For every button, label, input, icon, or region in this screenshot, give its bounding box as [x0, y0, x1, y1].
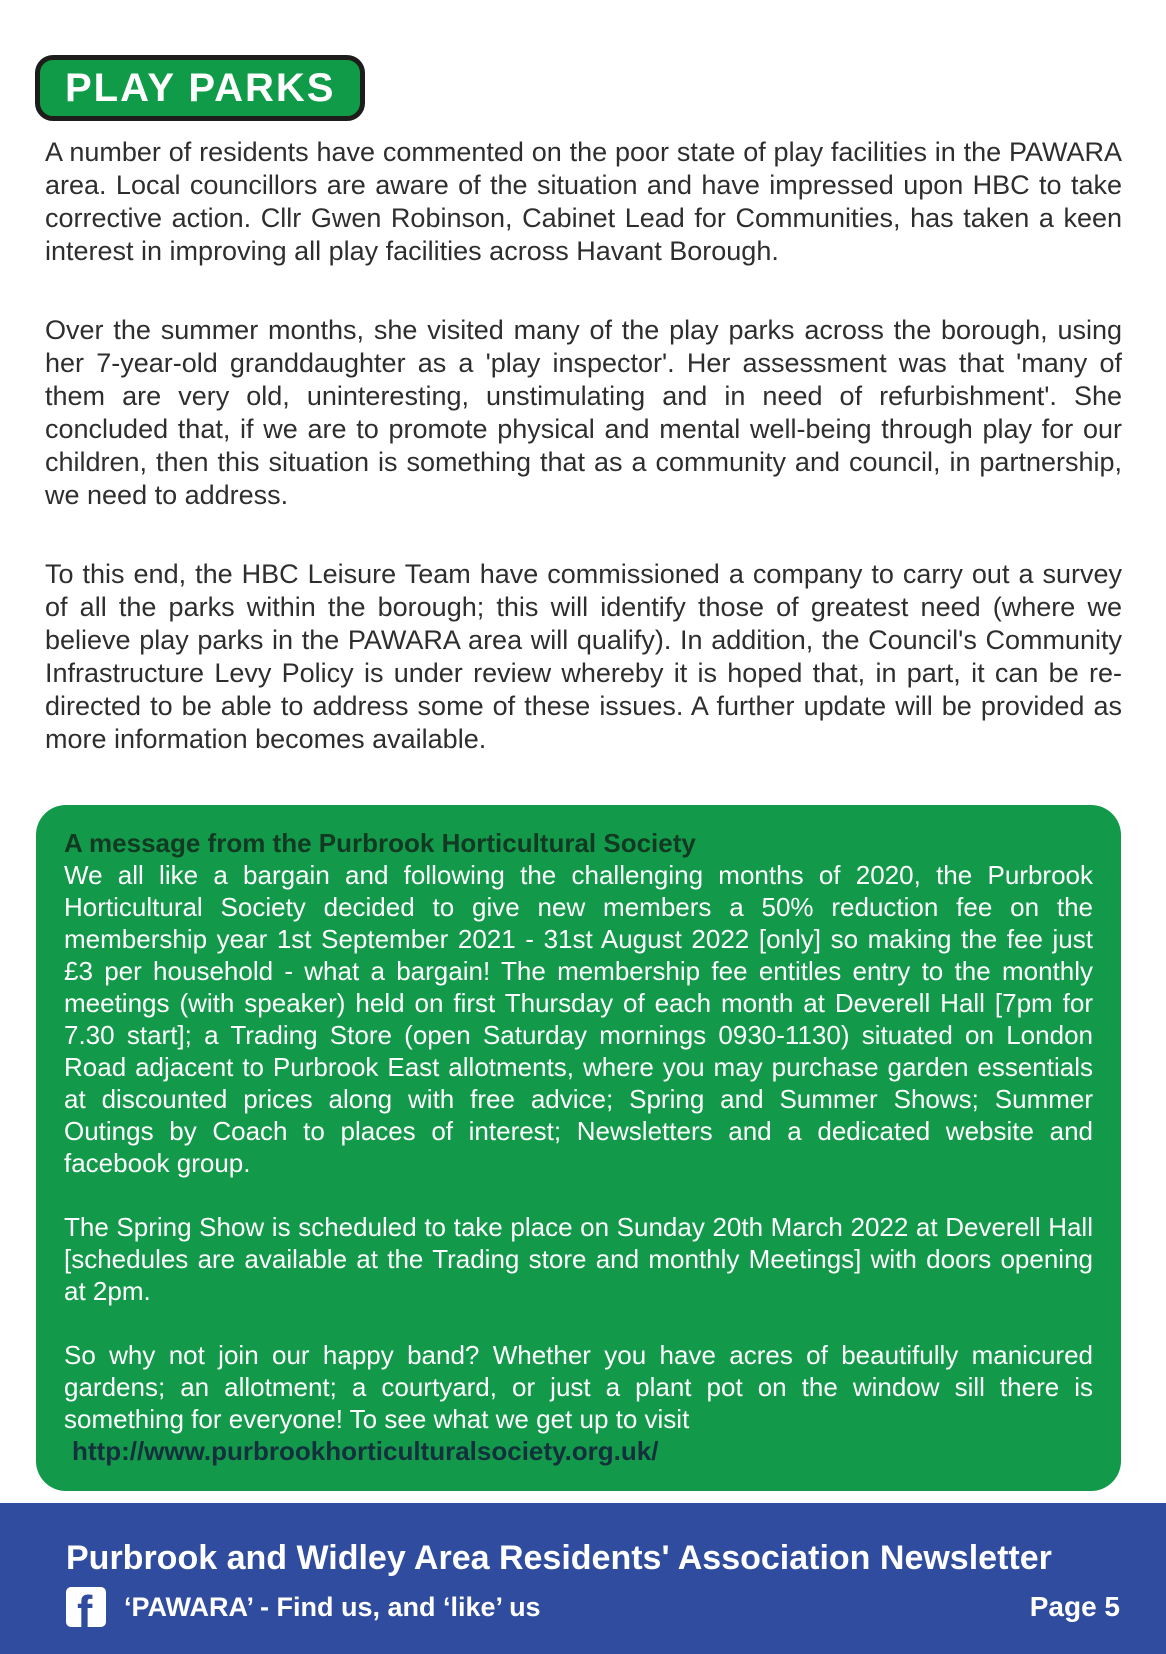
- article-paragraph-2: Over the summer months, she visited many of the play parks across the borough, using her 7-year-old granddaughter as a 'play inspector'. Her assessment was that 'many of them are very old, uninteresting, unstimulating and in need of refurbishment'. She concluded that, if we are to promote physical and mental well-being through play for our children, then this situation is something that as a community and council, in partnership, we need to address.: [45, 315, 1122, 510]
- horticultural-society-box: [36, 805, 1121, 1491]
- society-paragraph-2: The Spring Show is scheduled to take place on Sunday 20th March 2022 at Deverell Hall [schedules are available at the Trading store and monthly Meetings] with doors opening at 2pm.: [64, 1212, 1093, 1306]
- page-number: Page 5: [1029, 1591, 1120, 1622]
- facebook-icon: [66, 1587, 106, 1627]
- play-parks-label: PLAY PARKS: [65, 65, 336, 110]
- play-parks-badge: [35, 55, 365, 121]
- article-paragraph-1: A number of residents have commented on the poor state of play facilities in the PAWARA area. Local councillors are aware of the situation and have impressed upon HBC to take corrective action. Cllr Gwen Robinson, Cabinet Lead for Communities, has taken a keen interest in improving all play facilities across Havant Borough.: [45, 137, 1122, 266]
- footer-row: [66, 1587, 1120, 1627]
- article-paragraph-3: To this end, the HBC Leisure Team have commissioned a company to carry out a survey of all the parks within the borough; this will identify those of greatest need (where we believe play parks in the PAWARA area will qualify). In addition, the Council's Community Infrastructure Levy Policy is under review whereby it is hoped that, in part, it can be re-directed to be able to address some of these issues. A further update will be provided as more information becomes available.: [45, 559, 1122, 754]
- society-url-link[interactable]: http://www.purbrookhorticulturalsociety.org.uk/: [72, 1436, 659, 1466]
- facebook-f-glyph: f: [77, 1587, 93, 1627]
- facebook-tagline: ‘PAWARA’ - Find us, and ‘like’ us: [124, 1591, 541, 1622]
- society-message-heading: A message from the Purbrook Horticultural Society: [64, 828, 696, 858]
- society-paragraph-3: So why not join our happy band? Whether you have acres of beautifully manicured gardens; an allotment; a courtyard, or just a plant pot on the window sill there is something for everyone! To see what we get up to visit: [64, 1340, 1093, 1434]
- footer-band: [0, 1503, 1166, 1654]
- article-body: [45, 136, 1122, 802]
- society-paragraph-1: We all like a bargain and following the challenging months of 2020, the Purbrook Horticultural Society decided to give new members a 50% reduction fee on the membership year 1st September 2021 - 31st August 2022 [only] so making the fee just £3 per household - what a bargain! The membership fee entitles entry to the monthly meetings (with speaker) held on first Thursday of each month at Deverell Hall [7pm for 7.30 start]; a Trading Store (open Saturday mornings 0930-1130) situated on London Road adjacent to Purbrook East allotments, where you may purchase garden essentials at discounted prices along with free advice; Spring and Summer Shows; Summer Outings by Coach to places of interest; Newsletters and a dedicated website and facebook group.: [64, 860, 1093, 1178]
- newsletter-title: Purbrook and Widley Area Residents' Association Newsletter: [66, 1539, 1052, 1577]
